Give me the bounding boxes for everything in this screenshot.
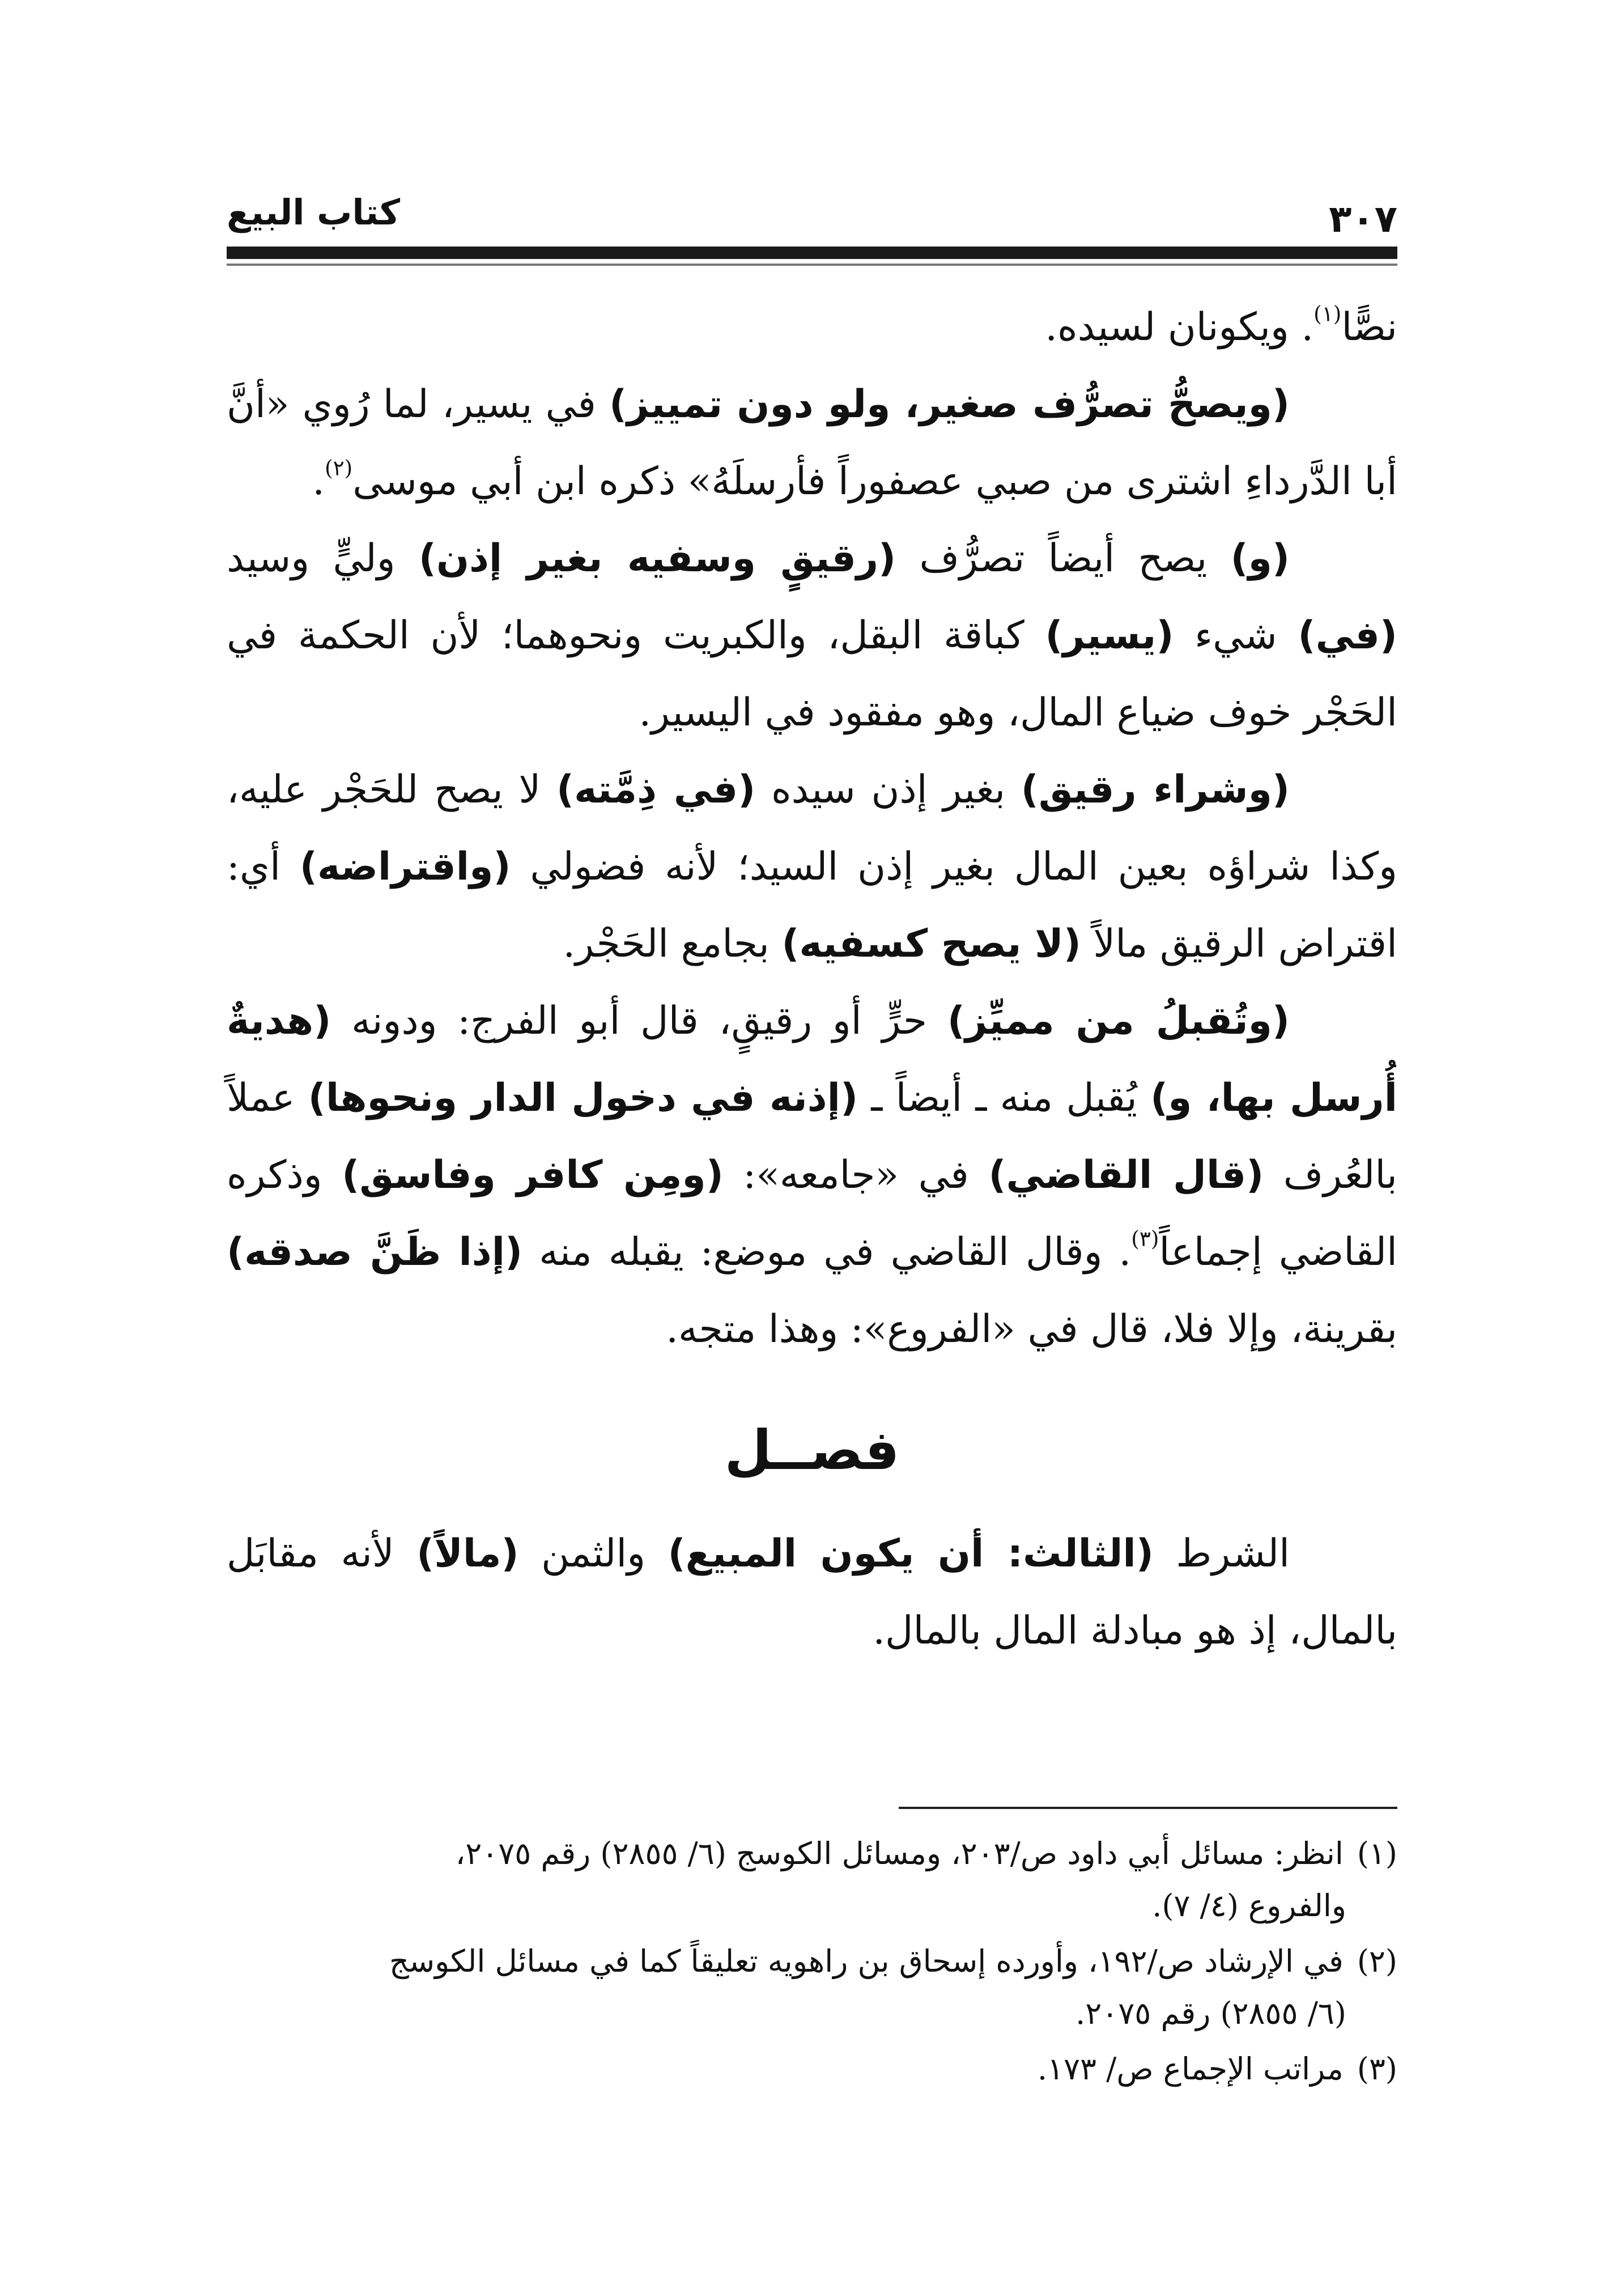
sharh-text: وليٍّ وسيد — [227, 536, 419, 581]
paragraph — [227, 289, 1397, 366]
footnote — [227, 1935, 1397, 2040]
sharh-text: كباقة البقل، والكبريت ونحوهما؛ لأن الحكمة في الحَجْر خوف ضياع المال، وهو مفقود في اليسير. — [227, 613, 1397, 735]
matn-text: (في) — [1298, 613, 1398, 658]
footnote-text: مراتب الإجماع ص/ ١٧٣. — [1037, 2051, 1344, 2087]
matn-text: (وشراء رقيق) — [1021, 767, 1290, 812]
sharh-text: نصًّا — [1341, 305, 1397, 350]
running-title: كتاب البيع — [227, 192, 401, 233]
paragraph-list — [227, 289, 1397, 1368]
matn-text: (الثالث: أن يكون المبيع) — [668, 1531, 1154, 1576]
footnote-number: (٣) — [1357, 2051, 1397, 2087]
matn-text: (إذا ظَنَّ صدقه) — [227, 1230, 523, 1275]
header-rule — [227, 247, 1397, 259]
sharh-text: لأنه مقابَل بالمال، إذ هو مبادلة المال بالمال. — [227, 1531, 1397, 1653]
sharh-text: وذكره القاضي إجماعاً — [227, 1153, 1398, 1275]
matn-text: (في ذِمَّته) — [556, 767, 756, 812]
footnote-number: (١) — [1357, 1836, 1397, 1871]
matn-text: (لا يصح كسفيه) — [781, 922, 1081, 966]
main-text — [227, 289, 1397, 1670]
sharh-text: يُقبل منه ـ أيضاً ـ — [858, 1076, 1151, 1120]
sharh-text: شيء — [1174, 613, 1298, 658]
matn-text: (رقيقٍ وسفيه بغير إذن) — [418, 536, 896, 581]
sharh-text: بغير إذن سيده — [755, 767, 1021, 812]
paragraph — [227, 751, 1397, 983]
sharh-text: بجامع الحَجْر. — [563, 922, 782, 966]
paragraph — [227, 983, 1397, 1368]
page-header — [227, 180, 1397, 243]
footnote-number: (٢) — [1357, 1943, 1397, 1979]
matn-text: (وتُقبلُ من مميِّز) — [947, 999, 1290, 1043]
sharh-text: يصح أيضاً تصرُّف — [896, 536, 1231, 581]
sharh-text: حرٍّ أو رقيقٍ، قال أبو الفرج: ودونه — [331, 999, 947, 1043]
footnote — [227, 1828, 1397, 1932]
matn-text: (واقتراضه) — [299, 844, 511, 889]
footnotes — [227, 1828, 1397, 2099]
sharh-text: والثمن — [518, 1531, 668, 1576]
paragraph — [227, 520, 1397, 751]
footnote-text-continued: (٦/ ٢٨٥٥) رقم ٢٠٧٥. — [1075, 1995, 1346, 2031]
paragraph — [227, 366, 1397, 520]
footnote-ref: (١) — [1313, 301, 1342, 326]
sharh-text: أي: اقتراض الرقيق مالاً — [227, 844, 1397, 966]
section-paragraph-list — [227, 1515, 1397, 1670]
matn-text: (و) — [1230, 536, 1290, 581]
sharh-text: . وقال القاضي في موضع: يقبله منه — [522, 1230, 1132, 1275]
sharh-text: بقرينة، وإلا فلا، قال في «الفروع»: وهذا متجه. — [666, 1307, 1397, 1352]
matn-text: (إذنه في دخول الدار ونحوها) — [308, 1076, 858, 1120]
footnote-ref: (٢) — [324, 455, 353, 481]
matn-text: (يسير) — [1045, 613, 1174, 658]
paragraph — [227, 1515, 1397, 1670]
matn-text: (مالاً) — [416, 1531, 519, 1576]
footnote-rule — [899, 1807, 1397, 1809]
footnote-text-continued: والفروع (٤/ ٧). — [1152, 1888, 1346, 1923]
footnote-ref: (٣) — [1131, 1226, 1159, 1251]
matn-text: (ويصحُّ تصرُّف صغير، ولو دون تمييز) — [609, 382, 1290, 427]
sharh-text: الشرط — [1153, 1531, 1290, 1576]
matn-text: (قال القاضي) — [988, 1153, 1264, 1198]
footnote-text: في الإرشاد ص/١٩٢، وأورده إسحاق بن راهويه تعليقاً كما في مسائل الكوسج — [389, 1943, 1344, 1979]
section-title: فصــل — [724, 1419, 900, 1482]
footnote — [227, 2043, 1397, 2095]
footnote-text: انظر: مسائل أبي داود ص/٢٠٣، ومسائل الكوسج (٦/ ٢٨٥٥) رقم ٢٠٧٥، — [455, 1836, 1344, 1871]
sharh-text: . ويكونان لسيده. — [1045, 305, 1314, 350]
sharh-text: . — [312, 459, 325, 504]
matn-text: (هديةٌ أُرسل بها، و) — [227, 999, 1398, 1120]
sharh-text: في «جامعه»: — [723, 1153, 989, 1198]
matn-text: (ومِن كافر وفاسق) — [342, 1153, 724, 1198]
page-number: ٣٠٧ — [1329, 197, 1397, 241]
sharh-text: عملاً بالعُرف — [227, 1076, 1397, 1198]
sharh-text: لا يصح للحَجْر عليه، وكذا شراؤه بعين المال بغير إذن السيد؛ لأنه فضولي — [227, 767, 1397, 889]
sharh-text: في يسير، لما رُوي «أنَّ أبا الدَّرداءِ اشترى من صبي عصفوراً فأرسلَهُ» ذكره ابن أبي موسى — [227, 382, 1397, 504]
